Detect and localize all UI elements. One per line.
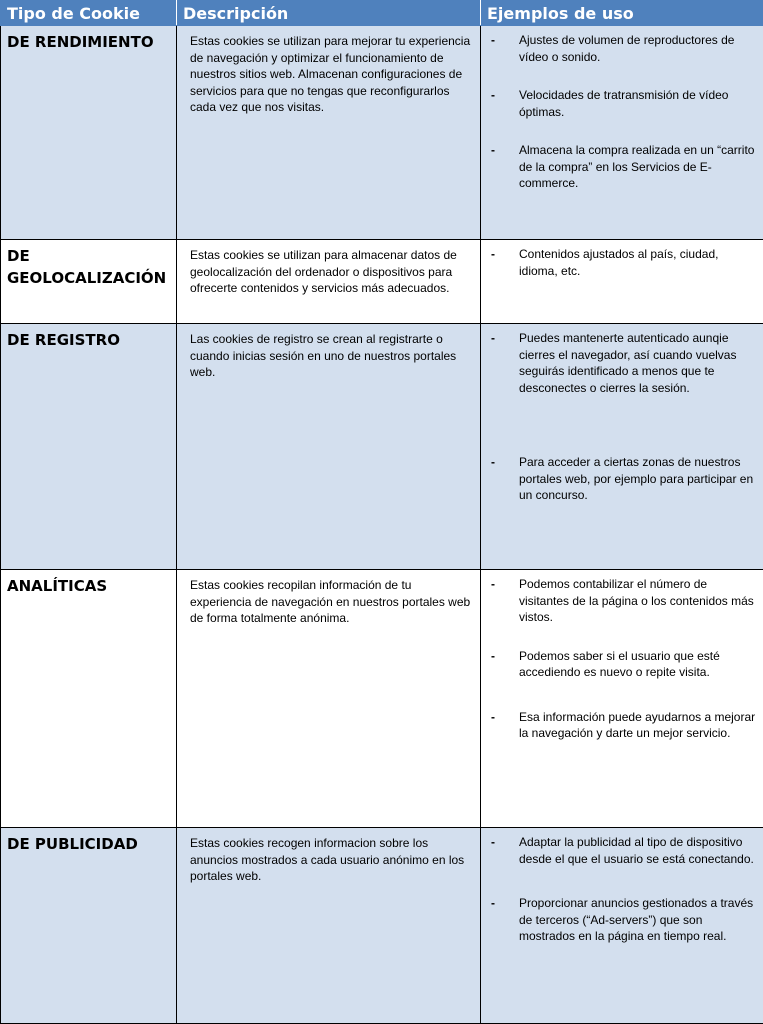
list-item bbox=[491, 709, 757, 742]
example-text: Almacena la compra realizada en un “carrito de la compra” en los Servicios de E-commerce. bbox=[519, 143, 755, 190]
example-text: Contenidos ajustados al país, ciudad, idioma, etc. bbox=[519, 247, 719, 278]
bullet-dash: - bbox=[491, 247, 495, 261]
cookie-type-cell: ANALÍTICAS bbox=[1, 570, 177, 828]
header-cookie-type: Tipo de Cookie bbox=[1, 1, 177, 26]
cookie-type-cell: DE RENDIMIENTO bbox=[1, 26, 177, 240]
description-cell: Estas cookies recogen informacion sobre los anuncios mostrados a cada usuario anónimo en los portales web. bbox=[177, 828, 481, 1024]
examples-cell bbox=[481, 26, 763, 240]
example-text: Puedes mantenerte autenticado aunqie cierres el navegador, así cuando vuelvas seguirás identificado a menos que te desconectes o cierres la sesión. bbox=[519, 331, 737, 395]
list-item bbox=[491, 454, 757, 504]
table-row bbox=[1, 828, 763, 1024]
bullet-dash: - bbox=[491, 331, 495, 345]
table-row bbox=[1, 324, 763, 570]
cookie-type-cell: DE PUBLICIDAD bbox=[1, 828, 177, 1024]
examples-cell bbox=[481, 240, 763, 324]
bullet-dash: - bbox=[491, 33, 495, 47]
table-row bbox=[1, 240, 763, 324]
list-item bbox=[491, 87, 757, 120]
examples-cell bbox=[481, 828, 763, 1024]
list-item bbox=[491, 246, 757, 279]
list-item bbox=[491, 834, 757, 867]
description-cell: Estas cookies se utilizan para almacenar datos de geolocalización del ordenador o dispositivos para ofrecerte contenidos y servicios más adecuados. bbox=[177, 240, 481, 324]
example-text: Esa información puede ayudarnos a mejorar la navegación y darte un mejor servicio. bbox=[519, 709, 756, 740]
list-item bbox=[491, 648, 757, 681]
header-usage-examples: Ejemplos de uso bbox=[481, 1, 763, 26]
bullet-dash: - bbox=[491, 577, 495, 591]
example-text: Proporcionar anuncios gestionados a través de terceros (“Ad-servers”) que son mostrados en la página en tiempo real. bbox=[519, 896, 754, 943]
list-item bbox=[491, 576, 757, 626]
bullet-dash: - bbox=[491, 455, 495, 469]
bullet-dash: - bbox=[491, 88, 495, 102]
header-description: Descripción bbox=[177, 1, 481, 26]
bullet-dash: - bbox=[491, 835, 495, 849]
description-cell: Las cookies de registro se crean al registrarte o cuando inicias sesión en uno de nuestros portales web. bbox=[177, 324, 481, 570]
cookie-type-cell: DE GEOLOCALIZACIÓN bbox=[1, 240, 177, 324]
cookie-type-cell: DE REGISTRO bbox=[1, 324, 177, 570]
examples-cell bbox=[481, 324, 763, 570]
table-row bbox=[1, 26, 763, 240]
bullet-dash: - bbox=[491, 648, 495, 663]
example-text: Podemos saber si el usuario que esté accediendo es nuevo o repite visita. bbox=[519, 648, 720, 679]
example-text: Para acceder a ciertas zonas de nuestros portales web, por ejemplo para participar en un concurso. bbox=[519, 455, 754, 502]
list-item bbox=[491, 142, 757, 192]
bullet-dash: - bbox=[491, 896, 495, 910]
table-row bbox=[1, 570, 763, 828]
bullet-dash: - bbox=[491, 709, 495, 724]
example-text: Podemos contabilizar el número de visitantes de la página o los contenidos más vistos. bbox=[519, 577, 754, 624]
description-cell: Estas cookies recopilan información de tu experiencia de navegación en nuestros portales web de forma totalmente anónima. bbox=[177, 570, 481, 828]
example-text: Adaptar la publicidad al tipo de dispositivo desde el que el usuario se está conectando. bbox=[519, 835, 754, 866]
list-item bbox=[491, 32, 757, 65]
table-header-row bbox=[1, 1, 763, 26]
examples-cell bbox=[481, 570, 763, 828]
bullet-dash: - bbox=[491, 143, 495, 157]
list-item bbox=[491, 330, 757, 396]
example-text: Velocidades de tratransmisión de vídeo óptimas. bbox=[519, 88, 729, 119]
list-item bbox=[491, 895, 757, 945]
description-cell: Estas cookies se utilizan para mejorar tu experiencia de navegación y optimizar el funcionamiento de nuestros sitios web. Almacenan configuraciones de servicios para que no tengas que reconfigurarlos cada vez que nos visitas. bbox=[177, 26, 481, 240]
example-text: Ajustes de volumen de reproductores de vídeo o sonido. bbox=[519, 33, 735, 64]
